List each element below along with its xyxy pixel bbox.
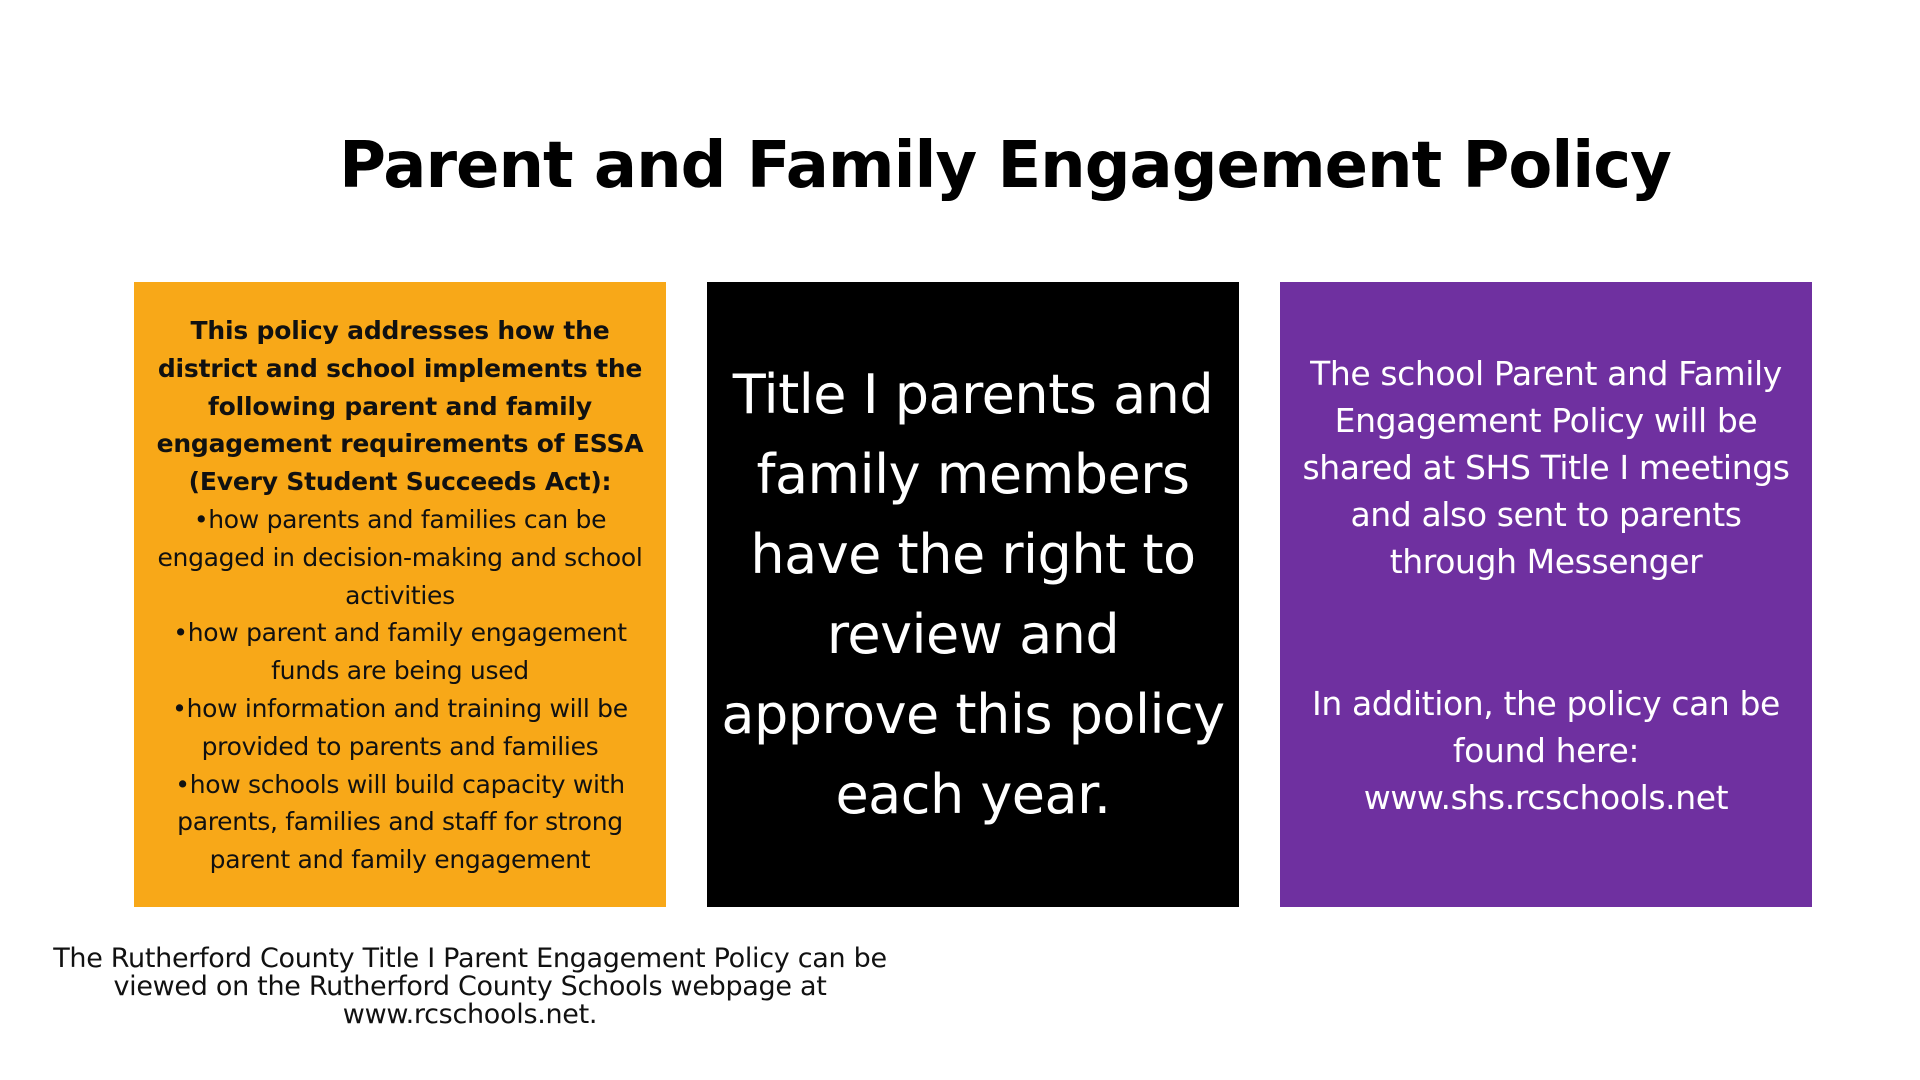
page-title: Parent and Family Engagement Policy xyxy=(339,129,1671,203)
footer-note xyxy=(40,945,900,1029)
requirement-bullet-decision-making: •how parents and families can be engaged in decision-making and school activities xyxy=(157,504,643,610)
sharing-text: The school Parent and Family Engagement Policy will be shared at SHS Title I meetings and also sent to parents through Messenger xyxy=(1302,354,1790,581)
footer-line-1: The Rutherford County Title I Parent Engagement Policy can be xyxy=(53,943,887,974)
requirement-bullet-build-capacity: •how schools will build capacity with parents, families and staff for strong parent and family engagement xyxy=(175,769,625,875)
requirements-panel xyxy=(134,282,666,907)
requirement-bullet-funds: •how parent and family engagement funds are being used xyxy=(173,618,627,686)
sharing-panel xyxy=(1280,282,1812,907)
requirement-bullet-information-training: •how information and training will be provided to parents and families xyxy=(172,693,628,761)
requirements-intro: This policy addresses how the district and school implements the following parent and family engagement requirements of ESSA (Every Student Succeeds Act): xyxy=(156,316,644,497)
school-policy-link: www.shs.rcschools.net xyxy=(1363,778,1729,817)
footer-line-3: www.rcschools.net. xyxy=(342,999,598,1030)
rights-text: Title I parents and family members have the right to review and approve this policy each year. xyxy=(721,362,1225,826)
sharing-addition-text: In addition, the policy can be found here: xyxy=(1312,684,1780,770)
rights-panel xyxy=(707,282,1239,907)
footer-line-2: viewed on the Rutherford County Schools webpage at xyxy=(113,971,827,1002)
